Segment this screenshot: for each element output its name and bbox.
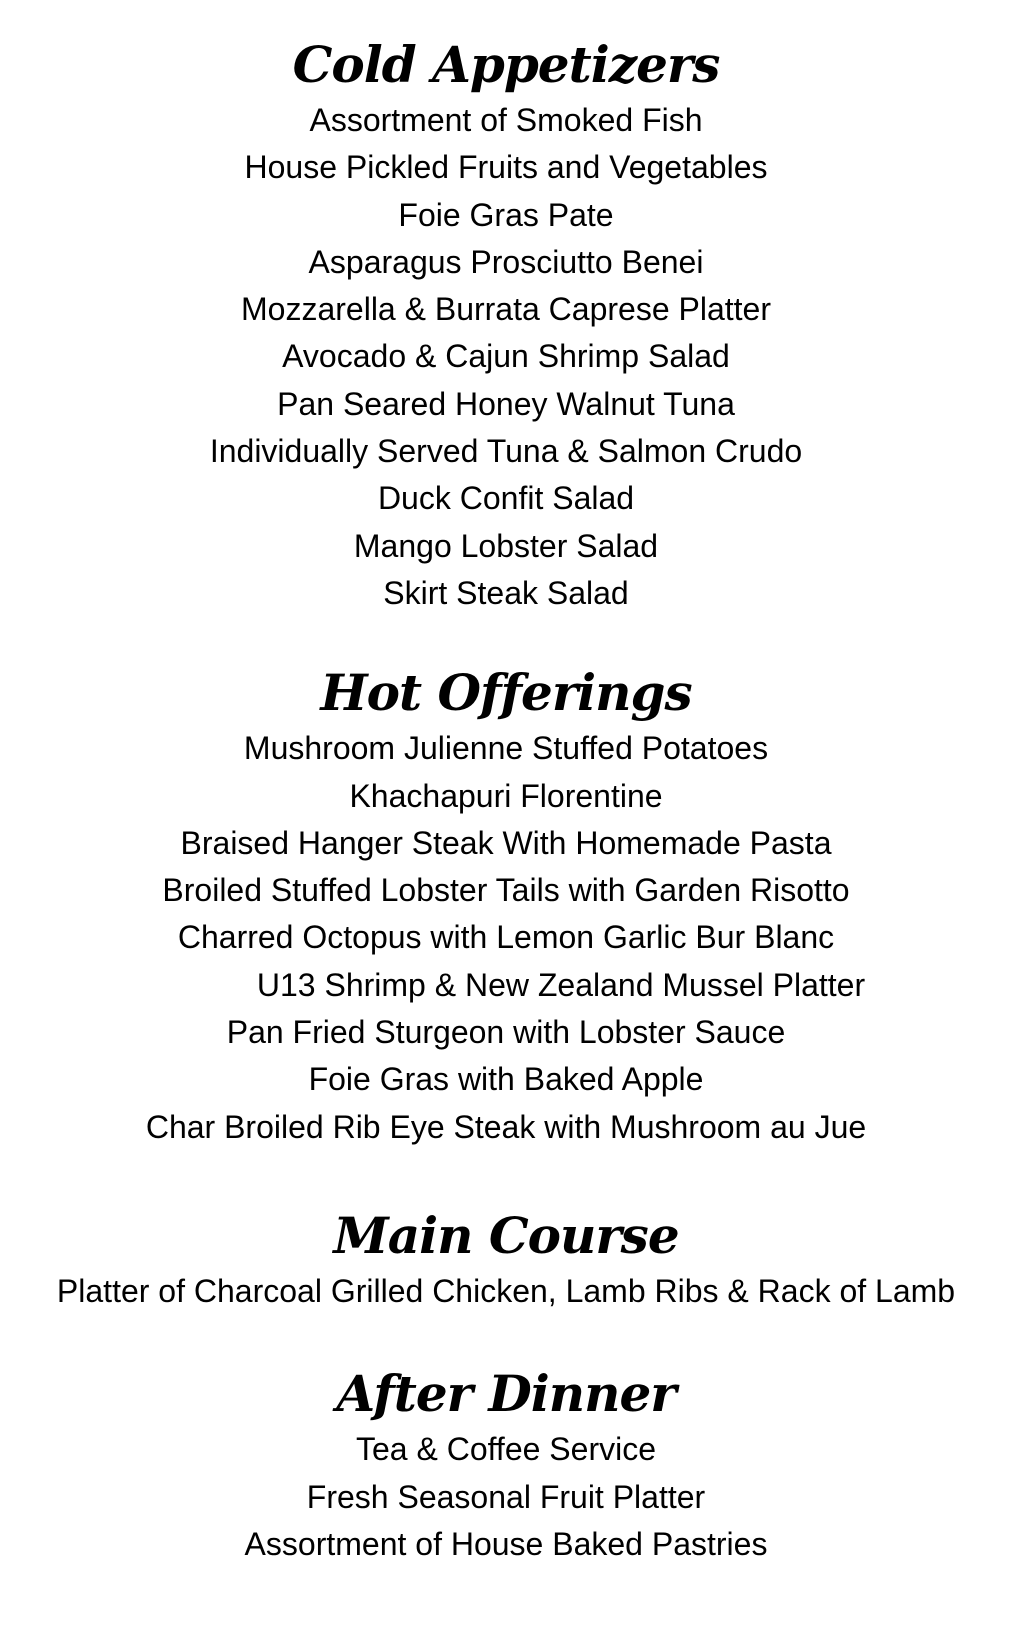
menu-item: Skirt Steak Salad xyxy=(383,574,629,611)
menu-item: Avocado & Cajun Shrimp Salad xyxy=(282,338,730,375)
section-title: Cold Appetizers xyxy=(292,35,720,94)
menu-item: Mozzarella & Burrata Caprese Platter xyxy=(241,291,771,328)
menu-item: Char Broiled Rib Eye Steak with Mushroom au Jue xyxy=(145,1108,867,1145)
item-list xyxy=(0,1426,1012,1568)
item-list xyxy=(0,1268,1012,1315)
menu-item: Foie Gras Pate xyxy=(398,196,614,233)
menu-item: Tea & Coffee Service xyxy=(355,1431,656,1468)
section-after-dinner xyxy=(0,1362,1012,1568)
menu-item: Khachapuri Florentine xyxy=(349,777,663,814)
menu-item: Foie Gras with Baked Apple xyxy=(308,1061,704,1098)
menu-item: Mango Lobster Salad xyxy=(353,527,659,564)
menu-item: Platter of Charcoal Grilled Chicken, Lamb Ribs & Rack of Lamb xyxy=(56,1272,956,1309)
section-main-course xyxy=(0,1204,1012,1315)
menu-item: Pan Fried Sturgeon with Lobster Sauce xyxy=(226,1014,786,1051)
menu-item: House Pickled Fruits and Vegetables xyxy=(244,149,768,186)
menu-item: Fresh Seasonal Fruit Platter xyxy=(306,1478,706,1515)
menu-item: Broiled Stuffed Lobster Tails with Garden Risotto xyxy=(162,872,850,909)
menu-item: Duck Confit Salad xyxy=(377,480,635,517)
menu-item: Pan Seared Honey Walnut Tuna xyxy=(277,385,735,422)
menu-item: Charred Octopus with Lemon Garlic Bur Blanc xyxy=(177,919,835,956)
menu-item: Braised Hanger Steak With Homemade Pasta xyxy=(180,824,832,861)
section-title: After Dinner xyxy=(336,1364,676,1424)
menu-item: Asparagus Prosciutto Benei xyxy=(308,243,704,280)
item-list xyxy=(0,725,1012,1151)
section-cold-appetizers xyxy=(0,33,1012,617)
menu-item: Assortment of House Baked Pastries xyxy=(244,1525,768,1562)
section-hot-offerings xyxy=(0,661,1012,1151)
menu-item: Individually Served Tuna & Salmon Crudo xyxy=(209,433,803,470)
item-list xyxy=(0,97,1012,617)
menu-item: Mushroom Julienne Stuffed Potatoes xyxy=(243,730,769,767)
menu-item: Assortment of Smoked Fish xyxy=(309,102,703,138)
section-title: Hot Offerings xyxy=(320,663,692,723)
menu-item: U13 Shrimp & New Zealand Mussel Platter xyxy=(256,966,866,1003)
section-title: Main Course xyxy=(333,1205,679,1265)
